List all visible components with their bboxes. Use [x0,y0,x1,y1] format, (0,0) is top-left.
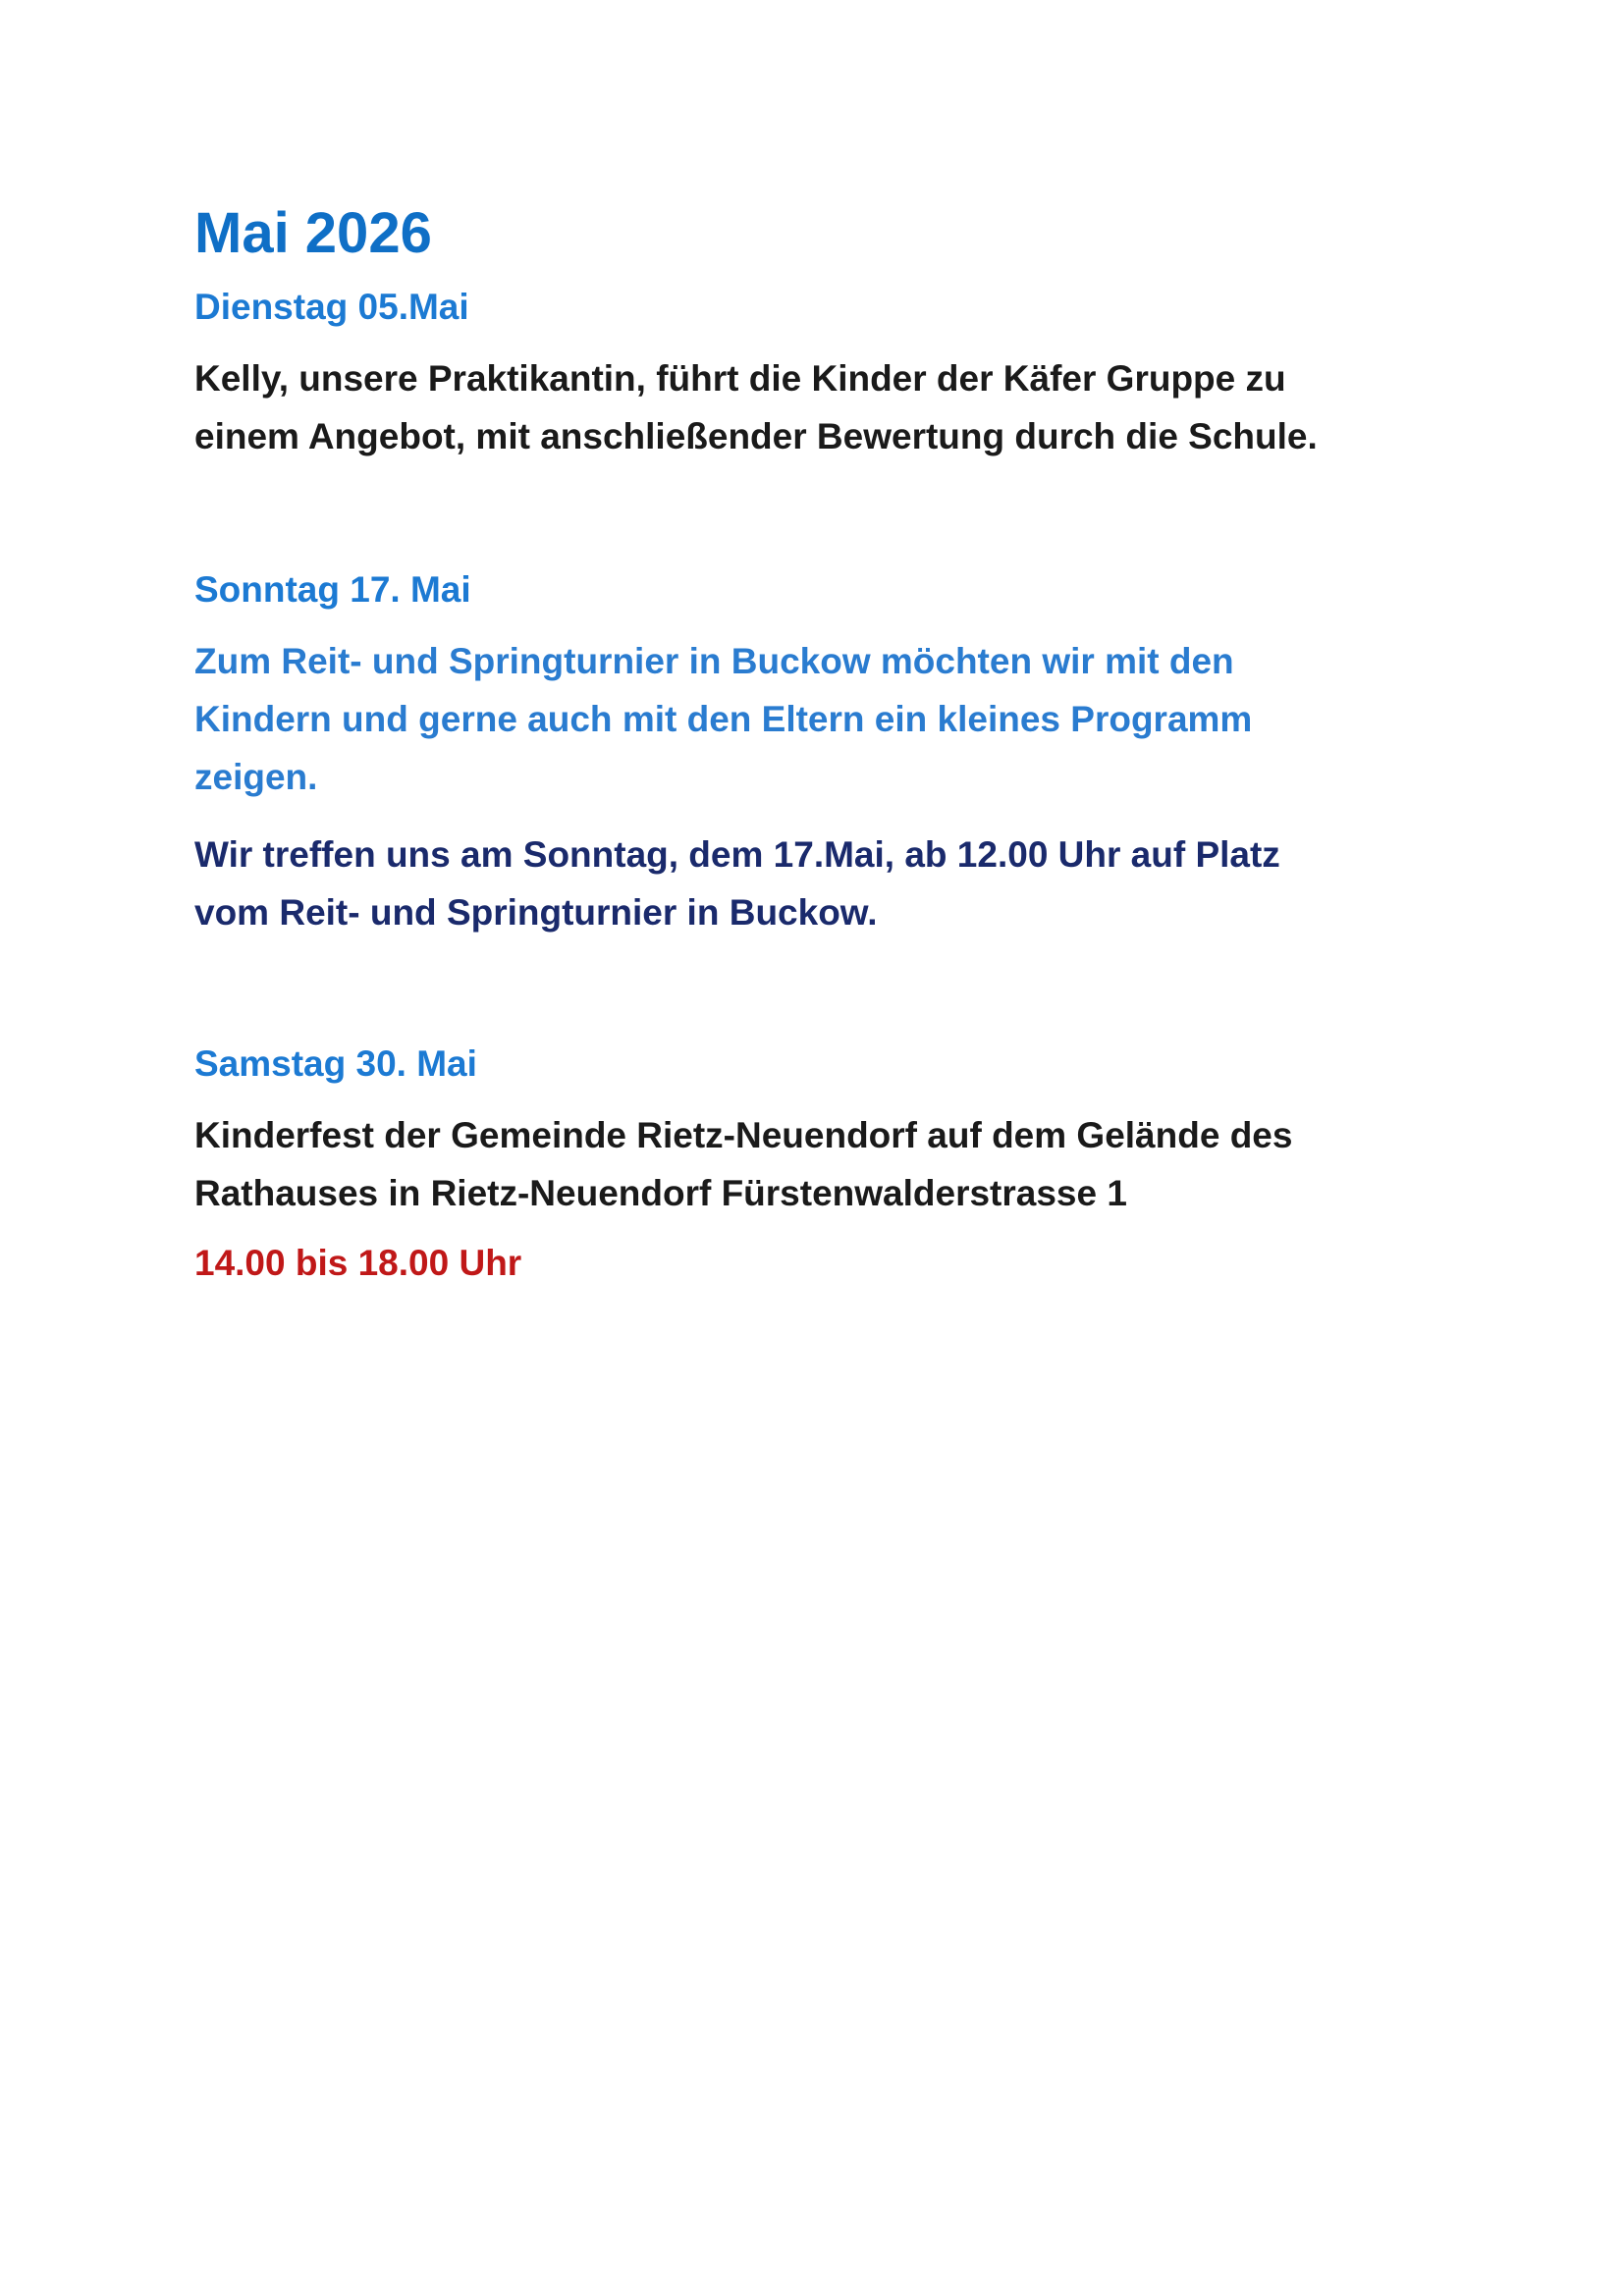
event-date: Samstag 30. Mai [194,1043,477,1084]
text-line: Kelly, unsere Praktikantin, führt die Kinder der Käfer Gruppe zu [194,358,1286,399]
event-description [194,1106,1471,1222]
text-line: Wir treffen uns am Sonntag, dem 17.Mai, ab 12.00 Uhr auf Platz [194,834,1280,875]
event-description [194,349,1471,465]
text-line: Rathauses in Rietz-Neuendorf Fürstenwalderstrasse 1 [194,1173,1127,1213]
text-line: vom Reit- und Springturnier in Buckow. [194,892,878,933]
month-title: Mai 2026 [194,201,432,265]
event-description [194,632,1471,806]
event-meeting-info [194,826,1471,941]
event-samstag-30-mai [194,1040,1471,1292]
event-sonntag-17-mai [194,565,1471,941]
text-line: Zum Reit- und Springturnier in Buckow möchten wir mit den [194,641,1234,681]
text-line: einem Angebot, mit anschließender Bewertung durch die Schule. [194,416,1318,456]
text-line: 14.00 bis 18.00 Uhr [194,1243,522,1283]
event-date: Dienstag 05.Mai [194,287,469,327]
text-line: zeigen. [194,757,318,797]
document-content [194,194,1471,1292]
event-dienstag-05-mai [194,283,1471,465]
event-date: Sonntag 17. Mai [194,569,471,610]
text-line: Kinderfest der Gemeinde Rietz-Neuendorf auf dem Gelände des [194,1115,1293,1155]
event-time [194,1234,1471,1292]
text-line: Kindern und gerne auch mit den Eltern ein kleines Programm [194,699,1253,739]
